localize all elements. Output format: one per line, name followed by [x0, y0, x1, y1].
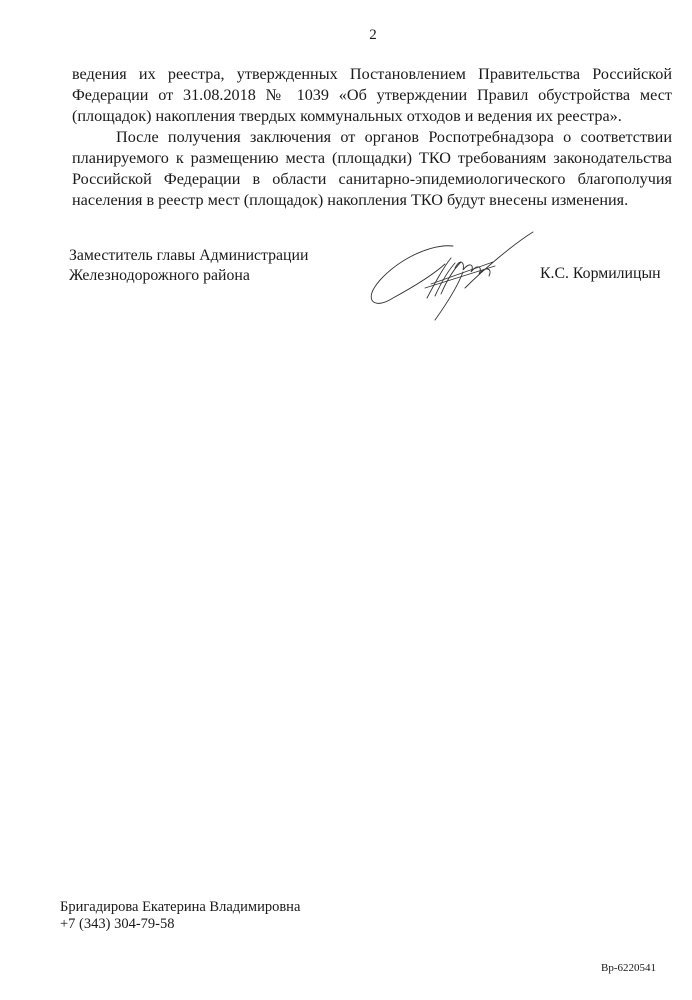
paragraph-line: населения в реестр мест (площадок) накопления ТКО будут внесены изменения. [72, 191, 629, 209]
signatory-title [69, 246, 308, 286]
paragraph-line: (площадок) накопления твердых коммунальных отходов и ведения их реестра». [72, 107, 622, 125]
document-number: Вр-6220541 [601, 962, 656, 974]
executor-contact [60, 899, 300, 933]
paragraph-continuation [72, 64, 672, 127]
paragraph-line: Российской Федерации в области санитарно-эпидемиологического благополучия [72, 170, 672, 188]
executor-name: Бригадирова Екатерина Владимировна [60, 899, 301, 915]
signatory-title-line: Заместитель главы Администрации [69, 247, 309, 264]
page-number: 2 [369, 27, 377, 43]
signatory-title-line: Железнодорожного района [69, 267, 250, 284]
paragraph-line: ведения их реестра, утвержденных Постановлением Правительства Российской [72, 65, 672, 83]
paragraph-registry-change [72, 127, 672, 211]
executor-phone: +7 (343) 304-79-58 [60, 916, 175, 932]
paragraph-line: Федерации от 31.08.2018 № 1039 «Об утверждении Правил обустройства мест [72, 86, 672, 104]
paragraph-line: планируемого к размещению места (площадки) ТКО требованиям законодательства [72, 149, 672, 167]
paragraph-line: После получения заключения от органов Роспотребнадзора о соответствии [116, 128, 672, 146]
handwritten-signature [365, 228, 535, 323]
signatory-name: К.С. Кормилицын [540, 265, 661, 282]
